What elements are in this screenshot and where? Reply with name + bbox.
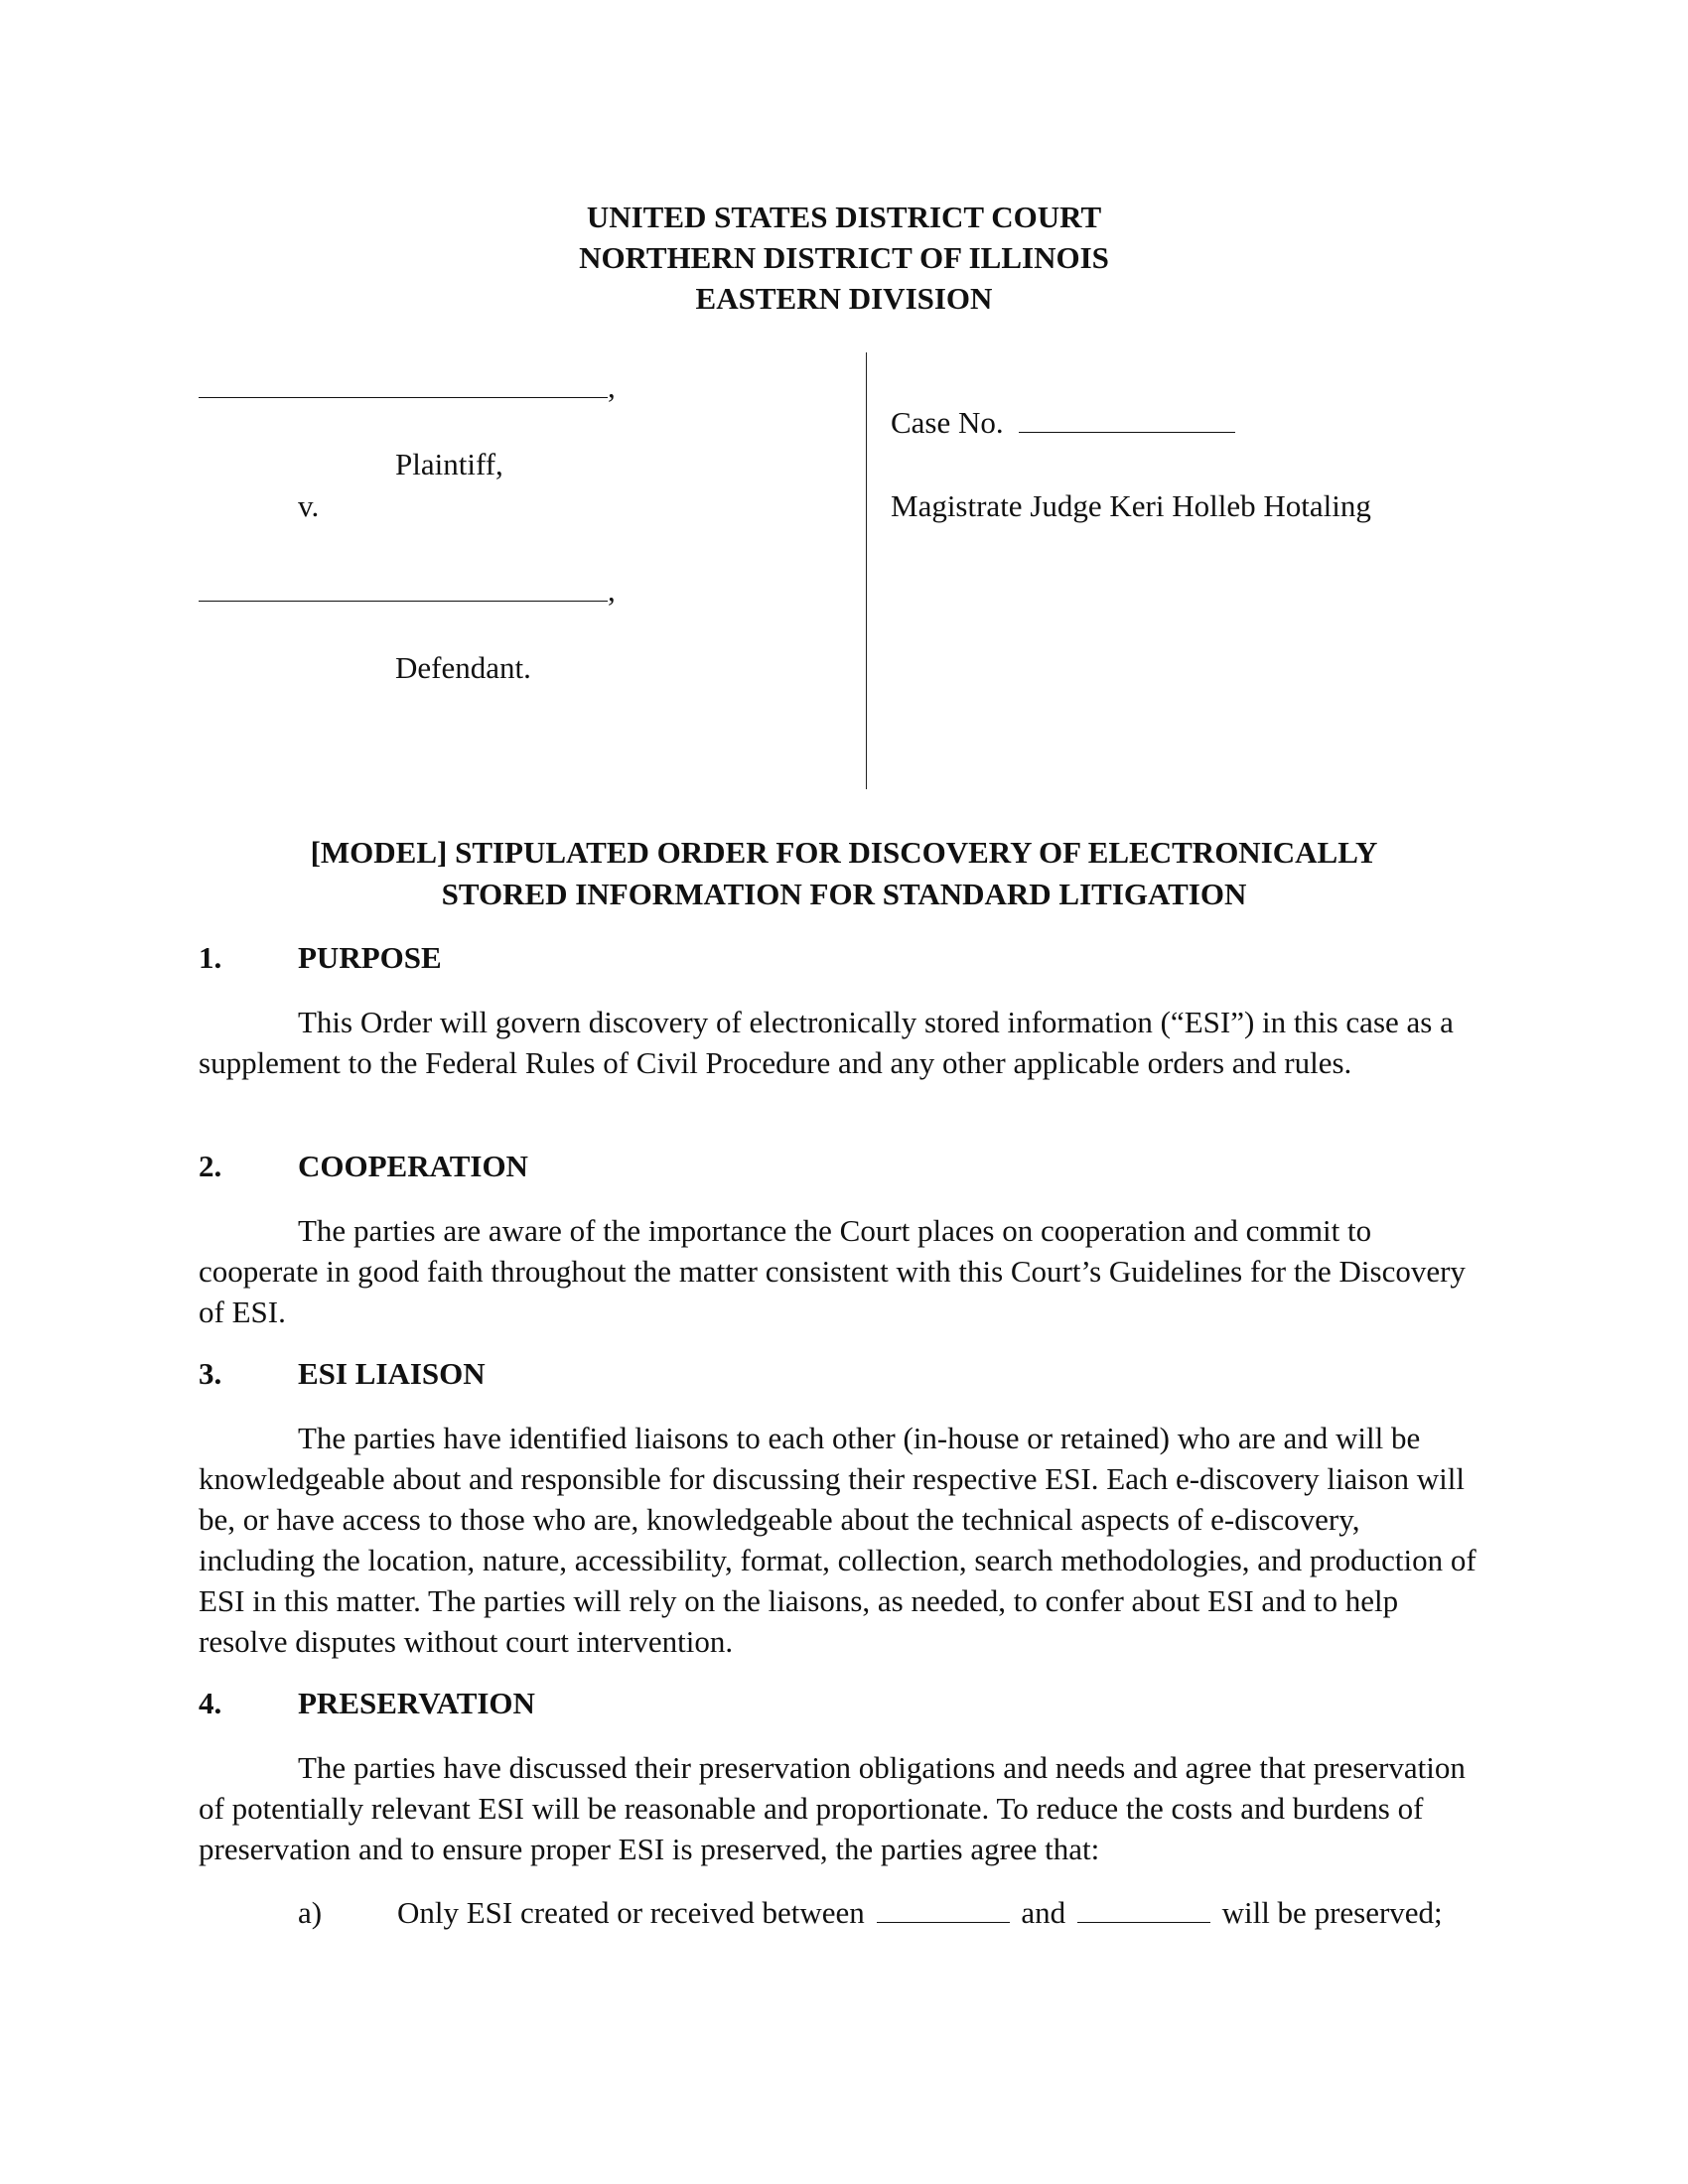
defendant-label: Defendant.: [395, 650, 531, 685]
section-number: 4.: [199, 1686, 222, 1720]
section-body-purpose: [199, 1002, 1479, 1083]
court-district: NORTHERN DISTRICT OF ILLINOIS: [579, 240, 1109, 275]
court-division: EASTERN DIVISION: [695, 281, 993, 316]
list-marker: a): [298, 1895, 323, 1930]
section-body-cooperation: [199, 1210, 1479, 1332]
list-item-text: [397, 1892, 1443, 1933]
end-date-blank: [1077, 1898, 1210, 1923]
section-heading-cooperation: [199, 1147, 1479, 1186]
list-item-a: [298, 1892, 1489, 1933]
list-text-end: will be preserved;: [1221, 1895, 1443, 1930]
defendant-name-blank: [199, 601, 608, 602]
section-number: 3.: [199, 1356, 222, 1391]
section-title: ESI LIAISON: [298, 1356, 486, 1391]
paragraph: The parties are aware of the importance the Court places on cooperation and commit to cooperate in good faith throughout the matter consistent with this Court’s Guidelines for the Discovery of ESI.: [199, 1213, 1466, 1329]
judge-name: Magistrate Judge Keri Holleb Hotaling: [891, 488, 1371, 523]
versus-label: v.: [298, 488, 320, 523]
case-number-blank: [1019, 408, 1235, 433]
caption-divider: [866, 352, 867, 789]
section-title: COOPERATION: [298, 1149, 528, 1183]
order-title-line1: [MODEL] STIPULATED ORDER FOR DISCOVERY OF ELECTRONICALLY: [310, 835, 1378, 870]
plaintiff-label: Plaintiff,: [395, 447, 503, 481]
section-heading-esi-liaison: [199, 1354, 1479, 1394]
section-heading-purpose: [199, 938, 1479, 978]
section-body-preservation: [199, 1747, 1479, 1869]
section-heading-preservation: [199, 1684, 1479, 1723]
defendant-comma: ,: [608, 573, 616, 608]
plaintiff-name-blank: [199, 397, 608, 398]
paragraph: This Order will govern discovery of electronically stored information (“ESI”) in this case as a supplement to the Federal Rules of Civil Procedure and any other applicable orders and rules.: [199, 1005, 1454, 1080]
section-title: PURPOSE: [298, 940, 442, 975]
order-title-line2: STORED INFORMATION FOR STANDARD LITIGATION: [441, 877, 1247, 911]
start-date-blank: [877, 1898, 1010, 1923]
court-heading: [0, 197, 1688, 319]
list-text-start: Only ESI created or received between: [397, 1895, 865, 1930]
case-no-label: Case No.: [891, 405, 1004, 440]
paragraph: The parties have discussed their preservation obligations and needs and agree that preservation of potentially relevant ESI will be reasonable and proportionate. To reduce the costs and burdens of preservation and to ensure proper ESI is preserved, the parties agree that:: [199, 1750, 1466, 1866]
section-number: 2.: [199, 1149, 222, 1183]
section-title: PRESERVATION: [298, 1686, 535, 1720]
section-body-esi-liaison: [199, 1418, 1479, 1662]
section-number: 1.: [199, 940, 222, 975]
plaintiff-comma: ,: [608, 369, 616, 404]
order-title: [0, 832, 1688, 915]
paragraph: The parties have identified liaisons to each other (in-house or retained) who are and will be knowledgeable about and responsible for discussing their respective ESI. Each e-discovery liaison will be, or have access to those who are, knowledgeable about the technical aspects of e-discovery, including the location, nature, accessibility, format, collection, search methodologies, and production of ESI in this matter. The parties will rely on the liaisons, as needed, to confer about ESI and to help resolve disputes without court intervention.: [199, 1421, 1477, 1659]
case-number-line: [891, 405, 1235, 441]
court-name: UNITED STATES DISTRICT COURT: [586, 200, 1102, 234]
list-text-mid: and: [1021, 1895, 1066, 1930]
